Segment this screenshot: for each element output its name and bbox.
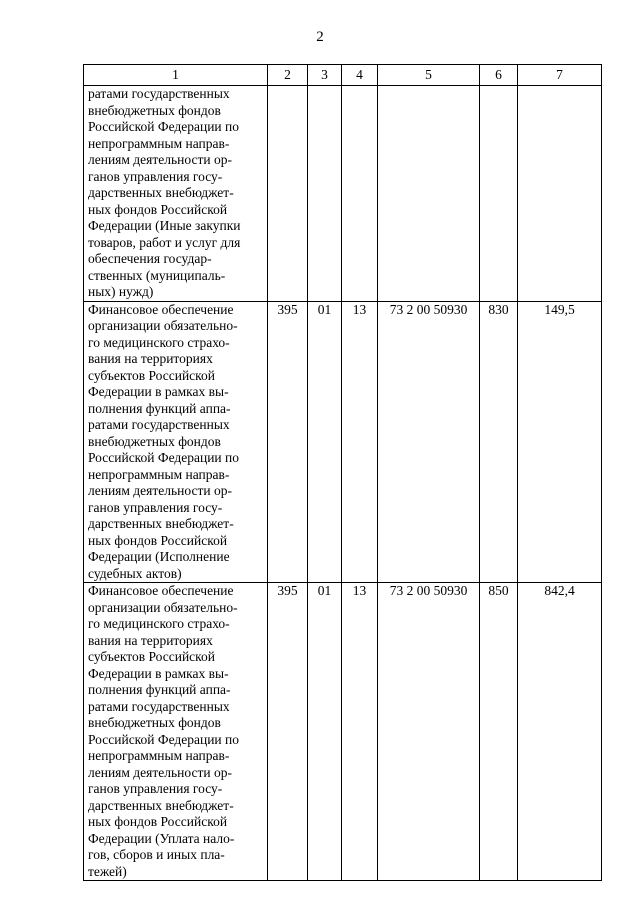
description-line: Федерации в рамках вы- <box>88 384 229 399</box>
description-line: ных) нужд) <box>88 284 154 299</box>
cell-col-3 <box>308 86 342 302</box>
cell-col-5: 73 2 00 50930 <box>378 301 480 583</box>
description-line: лениям деятельности ор- <box>88 483 232 498</box>
column-header-1: 1 <box>84 65 268 86</box>
cell-col-3: 01 <box>308 301 342 583</box>
description-line: субъектов Российской <box>88 649 216 664</box>
description-line: гов, сборов и иных пла- <box>88 847 225 862</box>
description-line: тежей) <box>88 863 127 879</box>
cell-col-4: 13 <box>342 583 378 881</box>
table-row <box>84 86 602 302</box>
description-line: ратами государственных <box>88 86 230 101</box>
description-line: ганов управления госу- <box>88 499 223 515</box>
description-line: обеспечения государ- <box>88 251 212 266</box>
description-line: ратами государственных <box>88 698 230 714</box>
cell-col-2: 395 <box>268 583 308 881</box>
description-line: Российской Федерации по <box>88 731 240 747</box>
description-line: организации обязательно- <box>88 318 238 333</box>
header-row <box>84 65 602 86</box>
cell-col-4: 13 <box>342 301 378 583</box>
column-header-7: 7 <box>518 65 602 86</box>
column-header-6: 6 <box>480 65 518 86</box>
cell-col-3: 01 <box>308 583 342 881</box>
cell-col-2: 395 <box>268 301 308 583</box>
row-description <box>84 86 268 302</box>
cell-col-4 <box>342 86 378 302</box>
column-header-2: 2 <box>268 65 308 86</box>
description-line: ных фондов Российской <box>88 201 228 217</box>
description-line: Федерации (Уплата нало- <box>88 830 235 846</box>
description-line: Федерации (Исполнение <box>88 549 230 564</box>
row-description <box>84 583 268 881</box>
description-line: непрограммным направ- <box>88 135 230 151</box>
description-line: полнения функций аппа- <box>88 682 231 697</box>
cell-col-2 <box>268 86 308 302</box>
cell-col-6: 830 <box>480 301 518 583</box>
table-row <box>84 301 602 583</box>
description-line: Федерации (Иные закупки <box>88 218 241 233</box>
description-line: го медицинского страхо- <box>88 616 230 631</box>
page-number: 2 <box>316 29 324 45</box>
column-header-4: 4 <box>342 65 378 86</box>
description-line: Финансовое обеспечение <box>88 583 234 598</box>
description-line: вания на территориях <box>88 632 213 648</box>
description-line: организации обязательно- <box>88 599 238 615</box>
cell-col-7: 149,5 <box>518 301 602 583</box>
description-line: Российской Федерации по <box>88 119 240 134</box>
description-line: судебных актов) <box>88 565 182 581</box>
description-line: го медицинского страхо- <box>88 334 230 350</box>
description-line: вания на территориях <box>88 351 213 366</box>
cell-col-6: 850 <box>480 583 518 881</box>
description-line: субъектов Российской <box>88 367 216 383</box>
cell-col-5 <box>378 86 480 302</box>
budget-table <box>83 64 602 881</box>
description-line: дарственных внебюджет- <box>88 185 234 200</box>
column-header-3: 3 <box>308 65 342 86</box>
description-line: внебюджетных фондов <box>88 715 221 730</box>
description-line: Федерации в рамках вы- <box>88 665 229 681</box>
description-line: ганов управления госу- <box>88 168 223 184</box>
description-line: дарственных внебюджет- <box>88 516 234 531</box>
description-line: ных фондов Российской <box>88 532 228 548</box>
description-line: ных фондов Российской <box>88 814 228 829</box>
description-line: ственных (муниципаль- <box>88 267 226 283</box>
cell-col-7: 842,4 <box>518 583 602 881</box>
description-line: дарственных внебюджет- <box>88 797 234 813</box>
description-line: непрограммным направ- <box>88 748 230 763</box>
description-line: полнения функций аппа- <box>88 400 231 416</box>
row-description <box>84 301 268 583</box>
column-header-5: 5 <box>378 65 480 86</box>
description-line: непрограммным направ- <box>88 466 230 482</box>
description-line: лениям деятельности ор- <box>88 764 232 780</box>
cell-col-7 <box>518 86 602 302</box>
description-line: лениям деятельности ор- <box>88 152 232 167</box>
description-line: внебюджетных фондов <box>88 433 221 449</box>
description-line: ганов управления госу- <box>88 781 223 796</box>
description-line: внебюджетных фондов <box>88 102 221 118</box>
cell-col-5: 73 2 00 50930 <box>378 583 480 881</box>
description-line: Российской Федерации по <box>88 450 240 465</box>
description-line: Финансовое обеспечение <box>88 301 234 317</box>
description-line: товаров, работ и услуг для <box>88 234 241 250</box>
cell-col-6 <box>480 86 518 302</box>
description-line: ратами государственных <box>88 417 230 432</box>
table-row <box>84 583 602 881</box>
